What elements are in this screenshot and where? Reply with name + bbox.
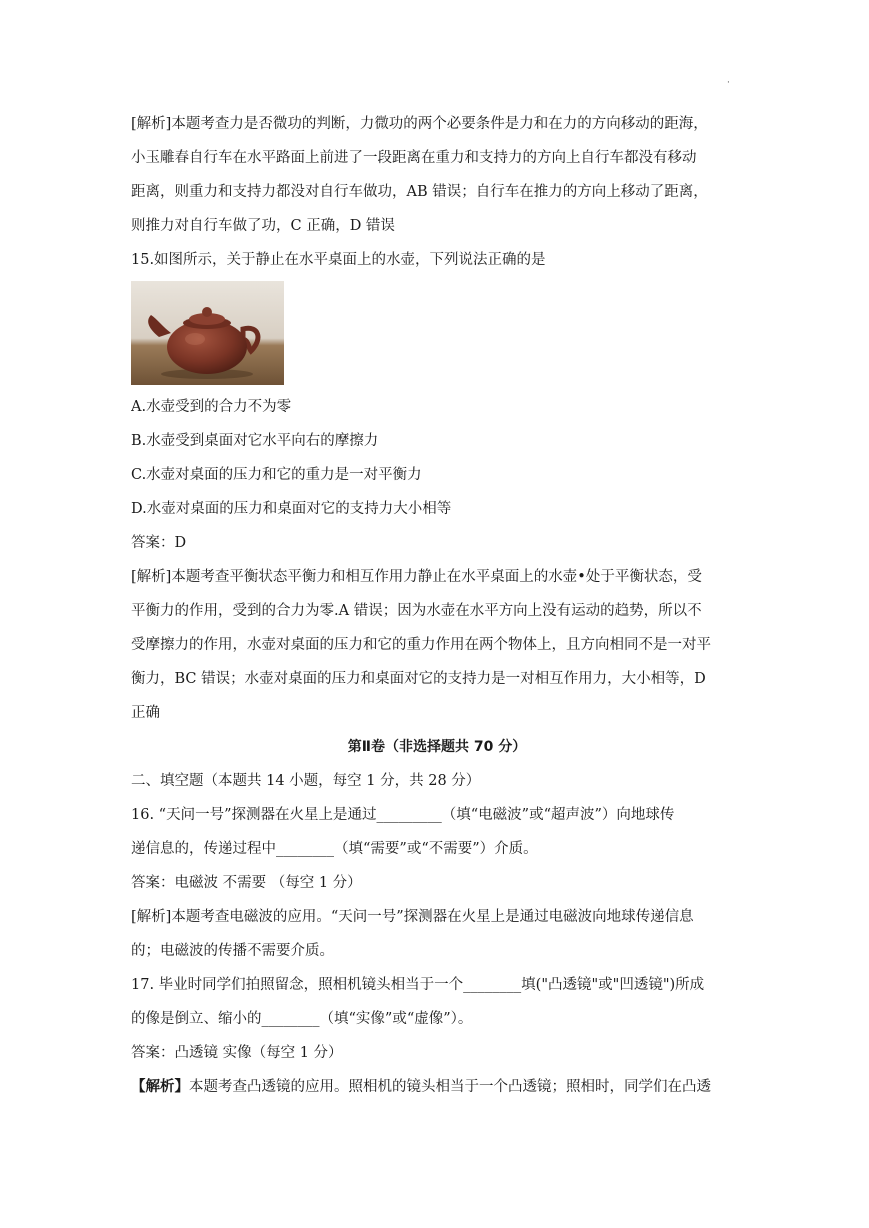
part2-heading: 二、填空题（本题共 14 小题，每空 1 分，共 28 分） bbox=[131, 773, 481, 789]
page-marker: · bbox=[727, 78, 730, 88]
analysis15-line-4: 衡力，BC 错误；水壶对桌面的压力和桌面对它的支持力是一对相互作用力，大小相等，D bbox=[131, 671, 706, 687]
option-d: D.水壶对桌面的压力和桌面对它的支持力大小相等 bbox=[131, 501, 452, 517]
option-a: A.水壶受到的合力不为零 bbox=[131, 399, 292, 415]
answer-17: 答案：凸透镜 实像（每空 1 分） bbox=[131, 1045, 343, 1061]
option-b: B.水壶受到桌面对它水平向右的摩擦力 bbox=[131, 433, 379, 449]
teapot-illustration bbox=[131, 281, 284, 385]
analysis14-line-1: [解析]本题考查力是否微功的判断，力微功的两个必要条件是力和在力的方向移动的距海， bbox=[131, 116, 708, 132]
question-17-line-1: 17. 毕业时同学们拍照留念，照相机镜头相当于一个________填("凸透镜"或"凹透镜")所成 bbox=[131, 977, 705, 993]
analysis15-line-2: 平衡力的作用，受到的合力为零.A 错误；因为水壶在水平方向上没有运动的趋势，所以不 bbox=[131, 603, 702, 619]
question-15-stem: 15.如图所示，关于静止在水平桌面上的水壶，下列说法正确的是 bbox=[131, 252, 546, 268]
analysis15-line-5: 正确 bbox=[131, 705, 160, 721]
section-title: 第Ⅱ卷（非选择题共 70 分） bbox=[347, 739, 527, 755]
option-c: C.水壶对桌面的压力和它的重力是一对平衡力 bbox=[131, 467, 422, 483]
question-16-line-1: 16. “天问一号”探测器在火星上是通过_________（填“电磁波”或“超声波”）向地球传 bbox=[131, 807, 675, 823]
analysis15-line-1: [解析]本题考查平衡状态平衡力和相互作用力静止在水平桌面上的水壶•处于平衡状态，受 bbox=[131, 569, 702, 585]
question-16-line-2: 递信息的，传递过程中________（填“需要”或“不需要”）介质。 bbox=[131, 841, 538, 857]
analysis14-line-4: 则推力对自行车做了功，C 正确，D 错误 bbox=[131, 218, 395, 234]
analysis17-text: 本题考查凸透镜的应用。照相机的镜头相当于一个凸透镜；照相时，同学们在凸透 bbox=[189, 1079, 711, 1095]
analysis17-line-1 bbox=[131, 1077, 743, 1097]
answer-16: 答案：电磁波 不需要 （每空 1 分） bbox=[131, 875, 362, 891]
analysis17-lead: 【解析】 bbox=[131, 1078, 189, 1095]
analysis16-line-1: [解析]本题考查电磁波的应用。“天问一号”探测器在火星上是通过电磁波向地球传递信息 bbox=[131, 909, 694, 925]
teapot-photo bbox=[131, 281, 284, 385]
analysis14-line-2: 小玉雕春自行车在水平路面上前进了一段距离在重力和支持力的方向上自行车都没有移动 bbox=[131, 150, 697, 166]
answer-15: 答案：D bbox=[131, 535, 187, 551]
analysis14-line-3: 距离，则重力和支持力都没对自行车做功，AB 错误；自行车在推力的方向上移动了距离， bbox=[131, 184, 708, 200]
question-17-line-2: 的像是倒立、缩小的________（填“实像”或“虚像”）。 bbox=[131, 1011, 473, 1027]
analysis15-line-3: 受摩擦力的作用，水壶对桌面的压力和它的重力作用在两个物体上，且方向相同不是一对平 bbox=[131, 637, 711, 653]
analysis16-line-2: 的；电磁波的传播不需要介质。 bbox=[131, 943, 334, 959]
